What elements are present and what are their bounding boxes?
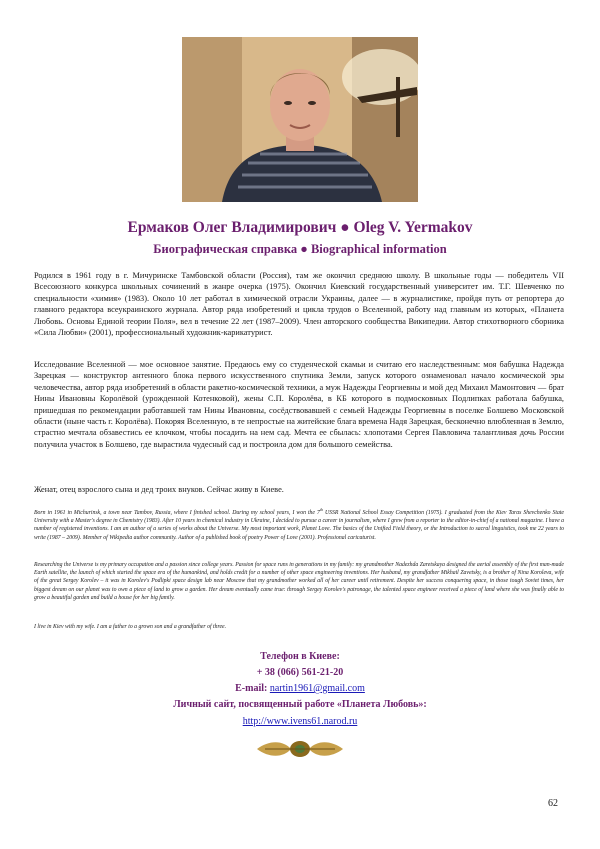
email-line <box>0 683 600 694</box>
phone-label: Телефон в Киеве: <box>260 651 340 662</box>
bio-ru-paragraph-1: Родился в 1961 году в г. Мичуринске Тамбовской области (Россия), там же окончил среднюю школу. В школьные годы — победитель VII Всесоюзного конкурса школьных сочинений в жанре очерка (1975). Окончил Киевский государственный университет им. Т.Г. Шевченко по специальности «химия» (1983). Около 10 лет работал в химической отрасли Украины, далее — в журналистике, пройдя путь от репортера до главного редактора всеукраинского журнала. Автор ряда изобретений и цикла трудов о Вселенной, работу над главным из которых, «Планета Любовь. Основы Единой теории Поля», вел в течение 22 лет (1987–2009). Член авторского сообщества Википедии. Автор стихотворного сборника «Сила Любви» (2001), профессиональный художник-карикатурист. <box>34 271 564 338</box>
email-link[interactable]: nartin1961@gmail.com <box>269 683 365 694</box>
bio-en-p1-start: Born in 1961 in Michurinsk, a town near Tambov, Russia, where I finished school. During my school years, I won the 7 <box>34 509 320 516</box>
bio-en-p1-superscript: th <box>319 507 323 512</box>
website-label: Личный сайт, посвященный работе «Планета Любовь»: <box>173 699 427 710</box>
bio-ru-paragraph-2: Исследование Вселенной — мое основное занятие. Предаюсь ему со студенческой скамьи и считаю его наследственным: моя бабушка Надежда Зарецкая — конструктор антенного блока первого искусственного спутника Земли, запуск которого ознаменовал начало космической эры человечества, автор ряда изобретений в области ракетно-космической техники, а муж Надежды Георгиевны и мой дед Михаил Мамонтович — брат Нины Ивановны Королёвой (урожденной Котенковой), жены С.П. Королёва, в КБ которого в подмосковных Подлипках работала бабушка, пришедшая по рекомендации работавшей там Нины Ивановны, сосёдствовавшей с семьей Надежды Георгиевны в поселке Болшево Московской области (ныне часть г. Королёва). Покоряя Вселенную, в те непростые на житейские блага времена Надя Зарецкая, бесконечно влюбленная в Землю, страстно мечтала обзавестись ее клочком, чтобы посадить на нем сад. Мечта ее сбылась: хлопотами Сергея Павловича талантливая дочь России получила участок в Болшево, где вырастила чудесный сад и построила дом для большого семейства. <box>34 360 564 449</box>
author-portrait-illustration <box>182 37 418 202</box>
page-number: 62 <box>548 798 558 809</box>
bio-ru-paragraph-3: Женат, отец взрослого сына и дед троих внуков. Сейчас живу в Киеве. <box>34 485 284 494</box>
bio-en-p1-end: USSR National School Essay Competition (1975). I graduated from the Kiev Taras Shevchenko State University with a Master's degree in Chemistry (1983). After 10 years in chemical industry in Ukraine, I decided to pursue a career in journalism, where I grew from a reporter to the editor-in-chief of a national magazine. I have a number of registered inventions. I am an author of a series of works about the Universe. My most important work, Planet Love. The basics of the Unified Field theory, or the Introduction to sacral linguistics, took me 22 years to write (1987 – 2009). Member of Wikipedia author community. Author of a published book of poetry Power of Love (2001). Professional caricaturist. <box>34 509 564 541</box>
bio-en-paragraph-1 <box>34 506 564 542</box>
author-photo <box>182 37 418 202</box>
page-subtitle: Биографическая справка ● Biographical information <box>153 242 447 256</box>
bio-en-paragraph-3: I live in Kiev with my wife. I am a father to a grown son and a grandfather of three. <box>34 624 227 630</box>
website-line <box>0 716 600 727</box>
bio-en-paragraph-2: Researching the Universe is my primary occupation and a passion since college years. Passion for space runs in generations in my family: my grandmother Nadezhda Zaretskaya designed the aerial assembly of the first man-made Earth satellite, the launch of which started the space era of the humankind, and holds credit for a number of other space engineering inventions. Her husband, my grandfather Mikhail Zavetsky, is a brother of Nina Koroleva, wife of the great Sergey Korolev – it was in Korolev's Podlipki space design lab near Moscow that my grandmother worked all of her career until retirement. Despite her success conquering space, in those tough Soviet times, her biggest dream on our planet was to own a piece of land to grow a garden. Her dream eventually came true: through Sergey Korolev's patronage, the talented space engineer received a piece of land where she was finally able to grow a beautiful garden and build a house for her big family. <box>34 562 564 601</box>
email-label: E-mail: <box>235 683 268 694</box>
website-link[interactable]: http://www.ivens61.narod.ru <box>242 716 358 727</box>
page-title: Ермаков Олег Владимирович ● Oleg V. Yermakov <box>127 219 473 236</box>
decorative-ornament <box>255 738 345 760</box>
phone-number: + 38 (066) 561-21-20 <box>256 667 344 678</box>
